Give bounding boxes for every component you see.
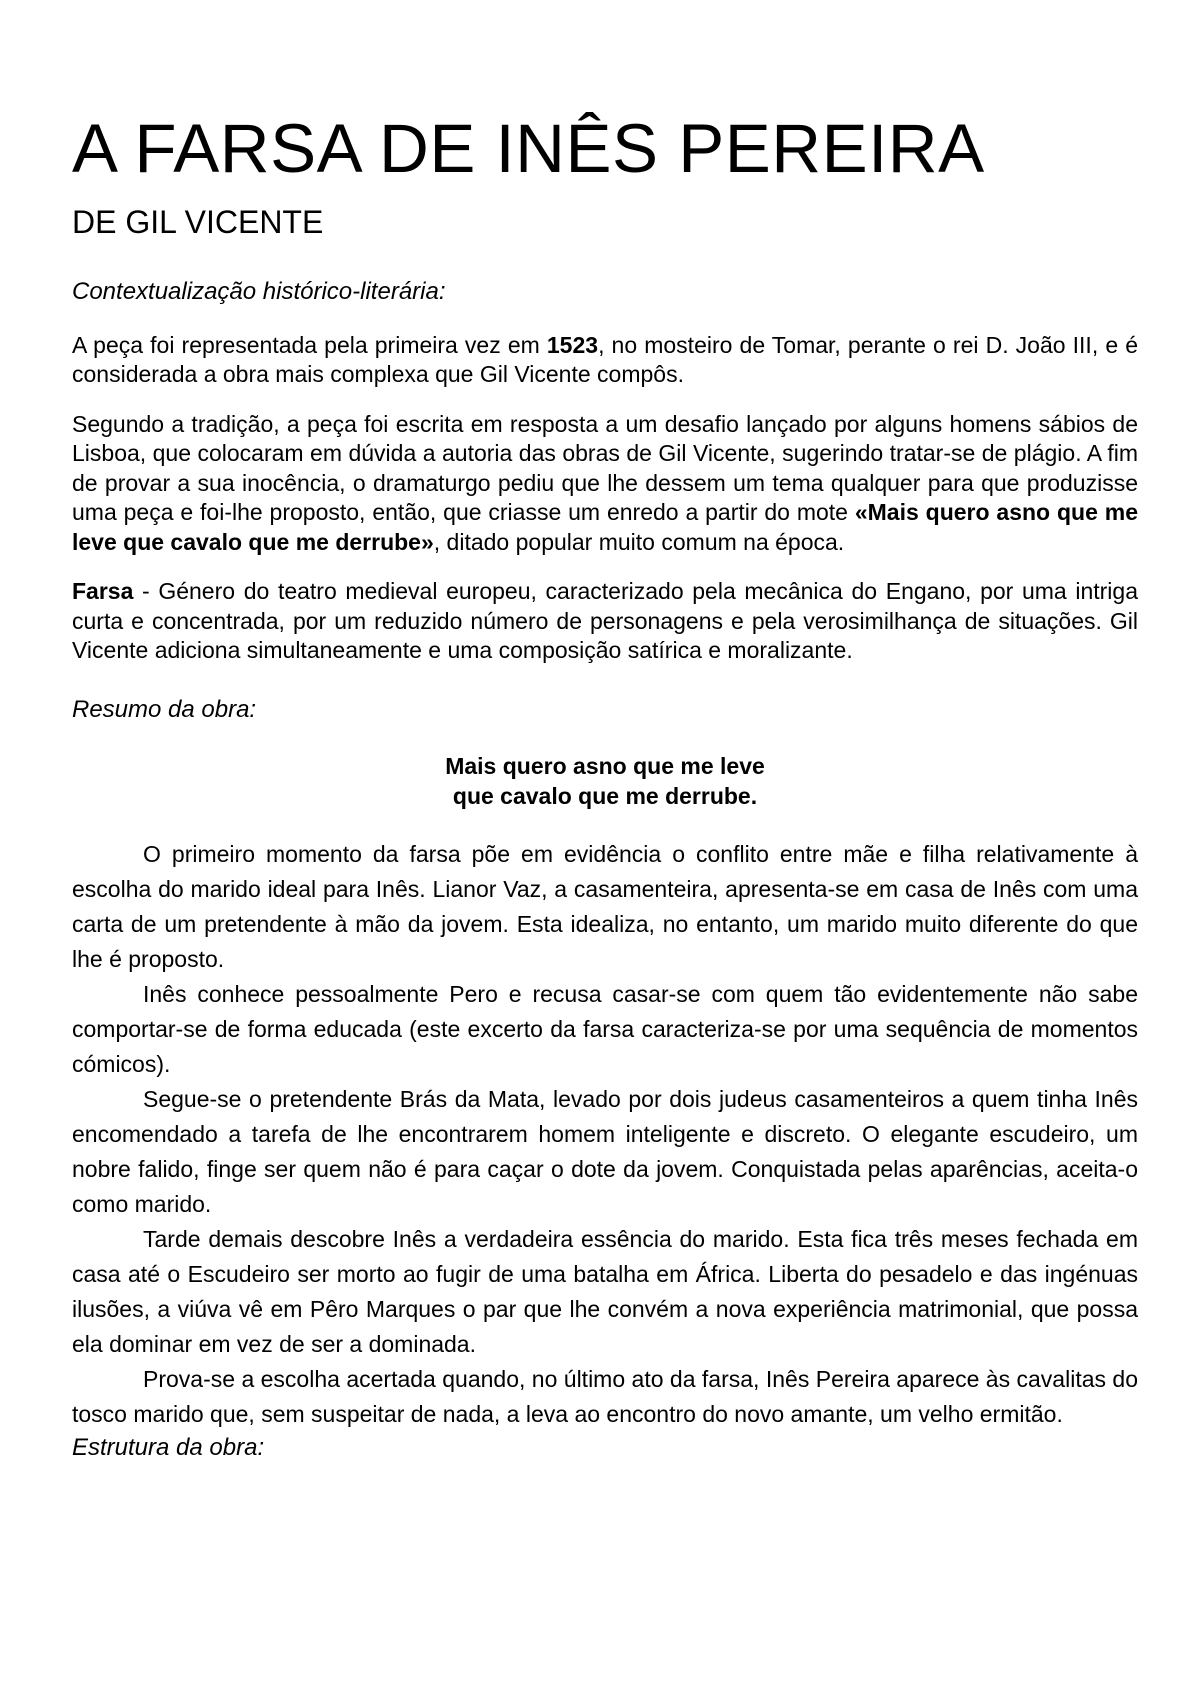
context-p1-before: A peça foi representada pela primeira vez em	[72, 331, 547, 358]
mote-quote: «Mais quero asno que me leve que cavalo que me derrube»	[72, 499, 1138, 555]
motto	[72, 752, 1138, 811]
context-p1-after: , no mosteiro de Tomar, perante o rei D. João III, e é considerada a obra mais complexa que Gil Vicente compôs.	[72, 331, 1138, 387]
document-title: A FARSA DE INÊS PEREIRA	[72, 110, 985, 187]
structure-heading: Estrutura da obra:	[72, 1434, 265, 1462]
summary-paragraph: Segue-se o pretendente Brás da Mata, levado por dois judeus casamenteiros a quem tinha Inês encomendado a tarefa de lhe encontrarem homem inteligente e discreto. O elegante escudeiro, um nobre falido, finge ser quem não é para caçar o dote da jovem. Conquistada pelas aparências, aceita-o como marido.	[72, 1086, 1138, 1218]
motto-line-2: que cavalo que me derrube.	[452, 782, 758, 809]
context-paragraph-1	[72, 331, 1138, 390]
farsa-definition	[72, 577, 1138, 666]
premiere-year: 1523	[546, 331, 599, 358]
summary-heading: Resumo da obra:	[72, 695, 257, 723]
document-subtitle: DE GIL VICENTE	[72, 203, 324, 240]
summary-paragraph: O primeiro momento da farsa põe em evidência o conflito entre mãe e filha relativamente à escolha do marido ideal para Inês. Lianor Vaz, a casamenteira, apresenta-se em casa de Inês com uma carta de um pretendente à mão da jovem. Esta idealiza, no entanto, um marido muito diferente do que lhe é proposto.	[72, 841, 1138, 973]
context-p2-after: , ditado popular muito comum na época.	[433, 528, 845, 555]
context-heading: Contextualização histórico-literária:	[72, 277, 446, 305]
context-p2-before: Segundo a tradição, a peça foi escrita em resposta a um desafio lançado por alguns homens sábios de Lisboa, que colocaram em dúvida a autoria das obras de Gil Vicente, sugerindo tratar-se de plágio. A fim de provar a sua inocência, o dramaturgo pediu que lhe dessem um tema qualquer para que produzisse uma peça e foi-lhe proposto, então, que criasse um enredo a partir do mote	[72, 410, 1138, 525]
summary-paragraph: Prova-se a escolha acertada quando, no último ato da farsa, Inês Pereira aparece às cavalitas do tosco marido que, sem suspeitar de nada, a leva ao encontro do novo amante, um velho ermitão.	[72, 1366, 1138, 1428]
context-paragraph-2	[72, 410, 1138, 558]
summary-paragraph: Tarde demais descobre Inês a verdadeira essência do marido. Esta fica três meses fechada em casa até o Escudeiro ser morto ao fugir de uma batalha em África. Liberta do pesadelo e das ingénuas ilusões, a viúva vê em Pêro Marques o par que lhe convém a nova experiência matrimonial, que possa ela dominar em vez de ser a dominada.	[72, 1226, 1138, 1358]
summary-paragraph: Inês conhece pessoalmente Pero e recusa casar-se com quem tão evidentemente não sabe comportar-se de forma educada (este excerto da farsa caracteriza-se por uma sequência de momentos cómicos).	[72, 981, 1138, 1078]
document-page	[72, 112, 1138, 1463]
summary-body	[72, 837, 1138, 1432]
farsa-term: Farsa	[72, 578, 134, 604]
farsa-definition-text: - Género do teatro medieval europeu, caracterizado pela mecânica do Engano, por uma intriga curta e concentrada, por um reduzido número de personagens e pela verosimilhança de situações. Gil Vicente adiciona simultaneamente e uma composição satírica e moralizante.	[72, 578, 1138, 663]
motto-line-1: Mais quero asno que me leve	[445, 753, 765, 780]
